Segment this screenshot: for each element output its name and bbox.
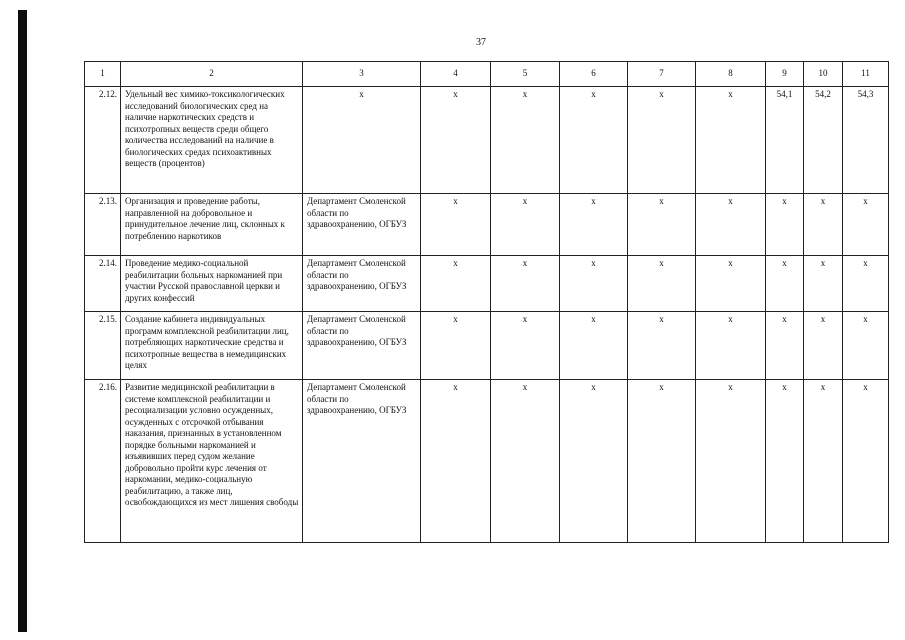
header-row	[85, 62, 889, 87]
column-header: 6	[560, 62, 628, 87]
executor: Департамент Смоленской области по здравоохранению, ОГБУЗ	[303, 194, 421, 256]
value-cell: 54,2	[804, 87, 843, 194]
column-header: 2	[121, 62, 303, 87]
value-cell: x	[843, 256, 889, 312]
column-header: 8	[696, 62, 766, 87]
activity-name: Удельный вес химико-токсикологических исследований биологических сред на наличие наркотических средств и психотропных веществ среди общего количества исследований на наличие в биологических средах психоактивных веществ (процентов)	[121, 87, 303, 194]
activity-name: Организация и проведение работы, направленной на добровольное и принудительное лечение лиц, склонных к потреблению наркотиков	[121, 194, 303, 256]
executor: Департамент Смоленской области по здравоохранению, ОГБУЗ	[303, 380, 421, 543]
scan-edge-bar	[18, 10, 27, 632]
executor: x	[303, 87, 421, 194]
column-header: 4	[421, 62, 491, 87]
value-cell: x	[766, 312, 804, 380]
value-cell: x	[491, 256, 560, 312]
value-cell: x	[491, 194, 560, 256]
value-cell: x	[804, 256, 843, 312]
value-cell: 54,3	[843, 87, 889, 194]
column-header: 7	[628, 62, 696, 87]
column-header: 11	[843, 62, 889, 87]
row-number: 2.16.	[85, 380, 121, 543]
column-header: 9	[766, 62, 804, 87]
value-cell: x	[696, 380, 766, 543]
row-number: 2.12.	[85, 87, 121, 194]
value-cell: x	[696, 256, 766, 312]
value-cell: x	[628, 87, 696, 194]
value-cell: x	[628, 380, 696, 543]
table-row	[85, 87, 889, 194]
value-cell: x	[843, 194, 889, 256]
activity-name: Проведение медико-социальной реабилитации больных наркоманией при участии Русской православной церкви и других конфессий	[121, 256, 303, 312]
program-table	[84, 61, 889, 543]
table-row	[85, 312, 889, 380]
value-cell: x	[421, 194, 491, 256]
value-cell: x	[766, 380, 804, 543]
value-cell: x	[421, 87, 491, 194]
value-cell: x	[421, 256, 491, 312]
value-cell: x	[421, 312, 491, 380]
row-number: 2.13.	[85, 194, 121, 256]
column-header: 3	[303, 62, 421, 87]
value-cell: x	[843, 380, 889, 543]
executor: Департамент Смоленской области по здравоохранению, ОГБУЗ	[303, 256, 421, 312]
value-cell: x	[843, 312, 889, 380]
activity-name: Создание кабинета индивидуальных программ комплексной реабилитации лиц, потребляющих наркотические средства и психотропные вещества в немедицинских целях	[121, 312, 303, 380]
value-cell: x	[628, 194, 696, 256]
value-cell: x	[560, 312, 628, 380]
value-cell: x	[560, 380, 628, 543]
column-header: 10	[804, 62, 843, 87]
value-cell: x	[491, 87, 560, 194]
column-header: 5	[491, 62, 560, 87]
table-row	[85, 380, 889, 543]
value-cell: x	[766, 256, 804, 312]
activity-name: Развитие медицинской реабилитации в системе комплексной реабилитации и ресоциализации условно осужденных, осужденных с отсрочкой отбывания наказания, признанных в установленном порядке больными наркоманией и изъявивших перед судом желание добровольно пройти курс лечения от наркомании, медико-социальную реабилитацию, а также лиц, освобождающихся из мест лишения свободы	[121, 380, 303, 543]
value-cell: x	[804, 312, 843, 380]
value-cell: x	[491, 312, 560, 380]
page-number: 37	[476, 37, 486, 48]
value-cell: x	[560, 194, 628, 256]
value-cell: 54,1	[766, 87, 804, 194]
value-cell: x	[696, 312, 766, 380]
value-cell: x	[628, 312, 696, 380]
table-row	[85, 256, 889, 312]
column-header: 1	[85, 62, 121, 87]
value-cell: x	[804, 380, 843, 543]
value-cell: x	[804, 194, 843, 256]
value-cell: x	[491, 380, 560, 543]
value-cell: x	[421, 380, 491, 543]
value-cell: x	[628, 256, 696, 312]
table-row	[85, 194, 889, 256]
row-number: 2.15.	[85, 312, 121, 380]
value-cell: x	[560, 256, 628, 312]
value-cell: x	[560, 87, 628, 194]
value-cell: x	[696, 194, 766, 256]
executor: Департамент Смоленской области по здравоохранению, ОГБУЗ	[303, 312, 421, 380]
value-cell: x	[766, 194, 804, 256]
row-number: 2.14.	[85, 256, 121, 312]
value-cell: x	[696, 87, 766, 194]
